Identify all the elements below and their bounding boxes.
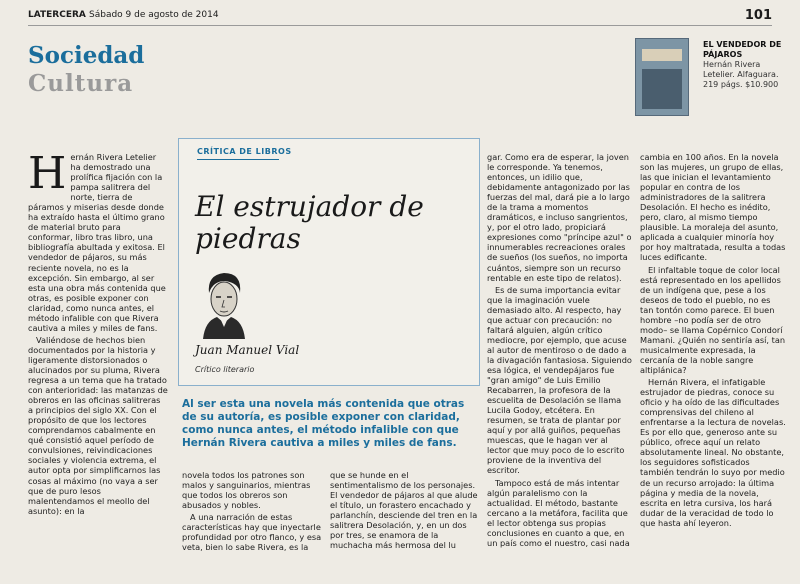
page-number: 101 (744, 8, 772, 23)
paragraph-text: ernán Rivera Letelier ha demostrado una prolífica fijación con la pampa salitrera del norte, tierra de páramos y miserias desde donde ha extraído hasta el último grano de material bruto para conformar, libro tras libro, una bibliografía abultada y exitosa. El vendedor de pájaros, su más reciente novela, no es la excepción. Sin embargo, al ser esta una obra más contenida que otras, es posible exponer con claridad, como nunca antes, el método infalible con que Rivera cautiva a miles y miles de fans. (28, 152, 166, 333)
label-rule (197, 159, 279, 160)
article-column-2 (182, 470, 322, 580)
book-author: Hernán Rivera Letelier. Alfaguara. (703, 60, 779, 79)
paper-title: LATERCERA (28, 10, 86, 20)
paragraph: Es de suma importancia evitar que la imaginación vuele demasiado alto. Al respecto, hay que actuar con precaución: no faltará alguien, algún crítico mediocre, por ejemplo, que acuse al autor de mentiroso o de dado a la divagación fantasiosa. Siguiendo esa lógica, el vendepájaros fue "gran amigo" de Luis Emilio Recabarren, la profesora de la escuelita de Desolación se llama Lucila Godoy, etcétera. En resumen, se trata de plantar por aquí y por allá guiños, pequeñas muescas, que le hagan ver al lector que muy poco de lo escrito proviene de la inventiva del escritor. (487, 284, 632, 476)
cover-title-band (642, 49, 682, 61)
paragraph: gar. Como era de esperar, la joven le corresponde. Ya tenemos, entonces, un idilio que, debidamente antagonizado por las fuerzas del mal, dará pie a lo largo de la trama a momentos dramáticos, e incluso sangrientos, y, por el otro lado, propiciará expresiones como "príncipe azul" o innumerables recreaciones orales de sueños (los sueños, no importa cuántos, siempre son un recurso rentable en este tipo de relatos). (487, 152, 632, 283)
section-title: Sociedad (28, 42, 145, 69)
issue-date: Sábado 9 de agosto de 2014 (89, 10, 219, 20)
paragraph: novela todos los patrones son malos y sanguinarios, mientras que todos los obreros son abusados y nobles. (182, 470, 311, 511)
book-title: EL VENDEDOR DE PÁJAROS (703, 40, 782, 59)
book-info (703, 40, 787, 90)
author-name: Juan Manuel Vial (195, 343, 300, 357)
paragraph: Tampoco está de más intentar algún paralelismo con la actualidad. El método, bastante cercano a la metáfora, facilita que el lector obtenga sus propias conclusiones en cuanto a que, en un país como el nuestro, casi nada (487, 477, 630, 548)
author-role: Crítico literario (195, 365, 255, 374)
paragraph: Hernán Rivera, el infatigable estrujador de piedras, conoce su oficio y ha oído de las dificultades comprensivas del chileno al enfrentarse a la lectura de novelas. Es por ello que, generoso ante su público, ofrece aquí un relato absolutamente lineal. No obstante, los seguidores sofisticados también tendrán lo suyo por medio de un recurso arrojado: la última página y media de la novela, escrita en letra cursiva, los hará dudar de la veracidad de todo lo que hasta ahí leyeron. (640, 377, 786, 528)
article-column-4 (487, 152, 632, 580)
article-column-5 (640, 152, 786, 580)
book-details: 219 págs. $10.900 (703, 80, 779, 89)
paragraph (28, 152, 168, 333)
paragraph: Valiéndose de hechos bien documentados por la historia y ligeramente distorsionados o alucinados por su pluma, Rivera regresa a un tema que ha tratado con anterioridad: las matanzas de obreros en las oficinas salitreras a principios del siglo XX. Con el propósito de que los lectores comprendamos cabalmente en qué consistió aquel período de convulsiones, reivindicaciones sociales y violencia extrema, el autor opta por simplificarnos las cosas al máximo (no vaya a ser que de puro lesos malentendamos el meollo del asunto): en la (28, 334, 168, 516)
paragraph: El infaltable toque de color local está representado en los apellidos de un indígena que, pese a los deseos de todo el pueblo, no es tan tontón como parece. El buen hombre –no podía ser de otro modo– se llama Copérnico Condorí Mamani. ¿Quién no sentiría así, tan musicalmente expresada, la cercanía de la noble sangre altiplánica? (640, 264, 786, 375)
cover-illustration (642, 69, 682, 109)
page-header (28, 10, 772, 26)
paragraph: A una narración de estas características hay que inyectarle profundidad por otro flanco, y esa veta, bien lo sabe Rivera, es la (182, 512, 322, 553)
section-subtitle: Cultura (28, 70, 134, 97)
newspaper-name (28, 10, 219, 20)
review-label: CRÍTICA DE LIBROS (197, 147, 292, 156)
author-portrait (195, 267, 253, 339)
headline: El estrujador de piedras (195, 190, 424, 255)
drop-cap: H (28, 152, 67, 199)
book-cover-image (635, 38, 689, 116)
paragraph: que se hunde en el sentimentalismo de los personajes. El vendedor de pájaros al que alude el título, un forastero encachado y parlanchín, desciende del tren en la salitrera Desolación, y, en un dos por tres, se enamora de la muchacha más hermosa del lu (330, 470, 478, 551)
article-column-3 (330, 470, 478, 580)
paragraph: cambia en 100 años. En la novela son las mujeres, un grupo de ellas, las que inician el levantamiento popular en contra de los administradores de la salitrera Desolación. El hecho es inédito, pero, claro, al mismo tiempo plausible. La moraleja del asunto, aplicada a cualquier minoría hoy por hoy maltratada, resulta a todas luces edificante. (640, 152, 786, 263)
review-box (178, 138, 480, 386)
article-column-1 (28, 152, 168, 580)
pull-quote: Al ser esta una novela más contenida que otras de su autoría, es posible exponer con claridad, como nunca antes, el método infalible con que Hernán Rivera cautiva a miles y miles de fans. (182, 398, 465, 449)
